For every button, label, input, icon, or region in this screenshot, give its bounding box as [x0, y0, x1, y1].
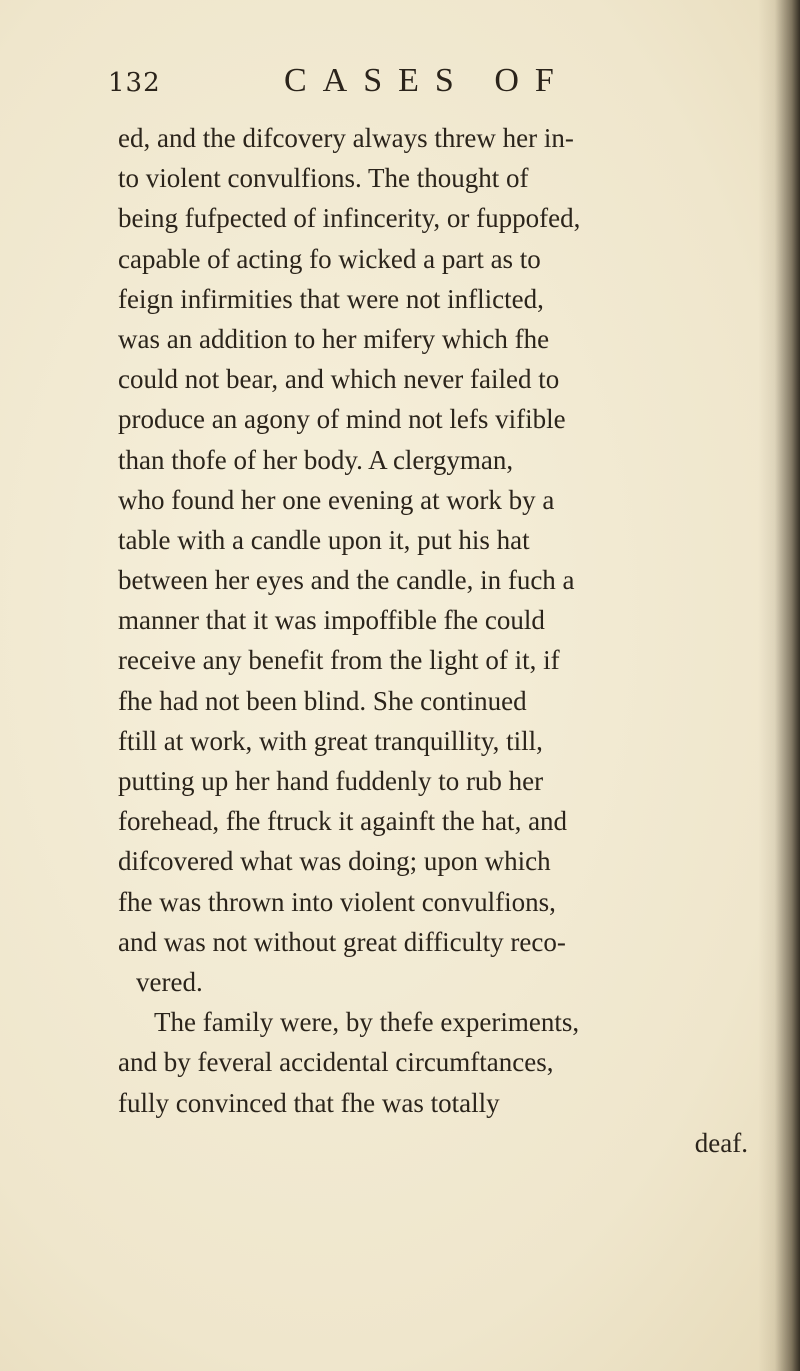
text-line: who found her one evening at work by a [118, 484, 555, 515]
paragraph-start-line: The family were, by thefe experiments, [154, 1007, 580, 1038]
text-line: difcovered what was doing; upon which [118, 846, 551, 877]
text-line: between her eyes and the candle, in fuch a [118, 565, 575, 596]
text-line: to violent convulfions. The thought of [118, 163, 529, 194]
text-line: fully convinced that fhe was totally [118, 1087, 500, 1118]
page-number: 132 [108, 68, 161, 98]
text-line: putting up her hand fuddenly to rub her [118, 766, 544, 796]
text-line: capable of acting fo wicked a part as to [118, 243, 541, 274]
text-line: and was not without great difficulty reco- [118, 926, 566, 957]
text-line: manner that it was impoffible fhe could [118, 605, 545, 636]
text-line: was an addition to her mifery which fhe [118, 323, 550, 354]
text-line: feign infirmities that were not inflicted, [118, 283, 544, 314]
text-line: forehead, fhe ftruck it againft the hat, and [118, 806, 568, 837]
text-line: could not bear, and which never failed to [118, 364, 560, 395]
text-line: fhe had not been blind. She continued [118, 685, 527, 716]
catchword: deaf. [694, 1127, 748, 1158]
text-line: vered. [136, 966, 203, 997]
text-line: receive any benefit from the light of it, if [118, 645, 560, 676]
text-line: produce an agony of mind not lefs vifible [118, 404, 566, 435]
text-line: ftill at work, with great tranquillity, till, [118, 725, 543, 756]
text-line: table with a candle upon it, put his hat [118, 524, 530, 555]
text-line: being fufpected of infincerity, or fuppofed, [118, 203, 581, 234]
running-head: CASES OF [284, 62, 570, 99]
text-line: ed, and the difcovery always threw her in- [118, 123, 574, 153]
text-line: and by feveral accidental circumftances, [118, 1047, 554, 1078]
body-text [118, 118, 758, 1163]
text-line: than thofe of her body. A clergyman, [118, 444, 514, 475]
text-line: fhe was thrown into violent convulfions, [118, 886, 556, 917]
page-header [108, 62, 668, 112]
page-edge-shadow [758, 0, 800, 1371]
